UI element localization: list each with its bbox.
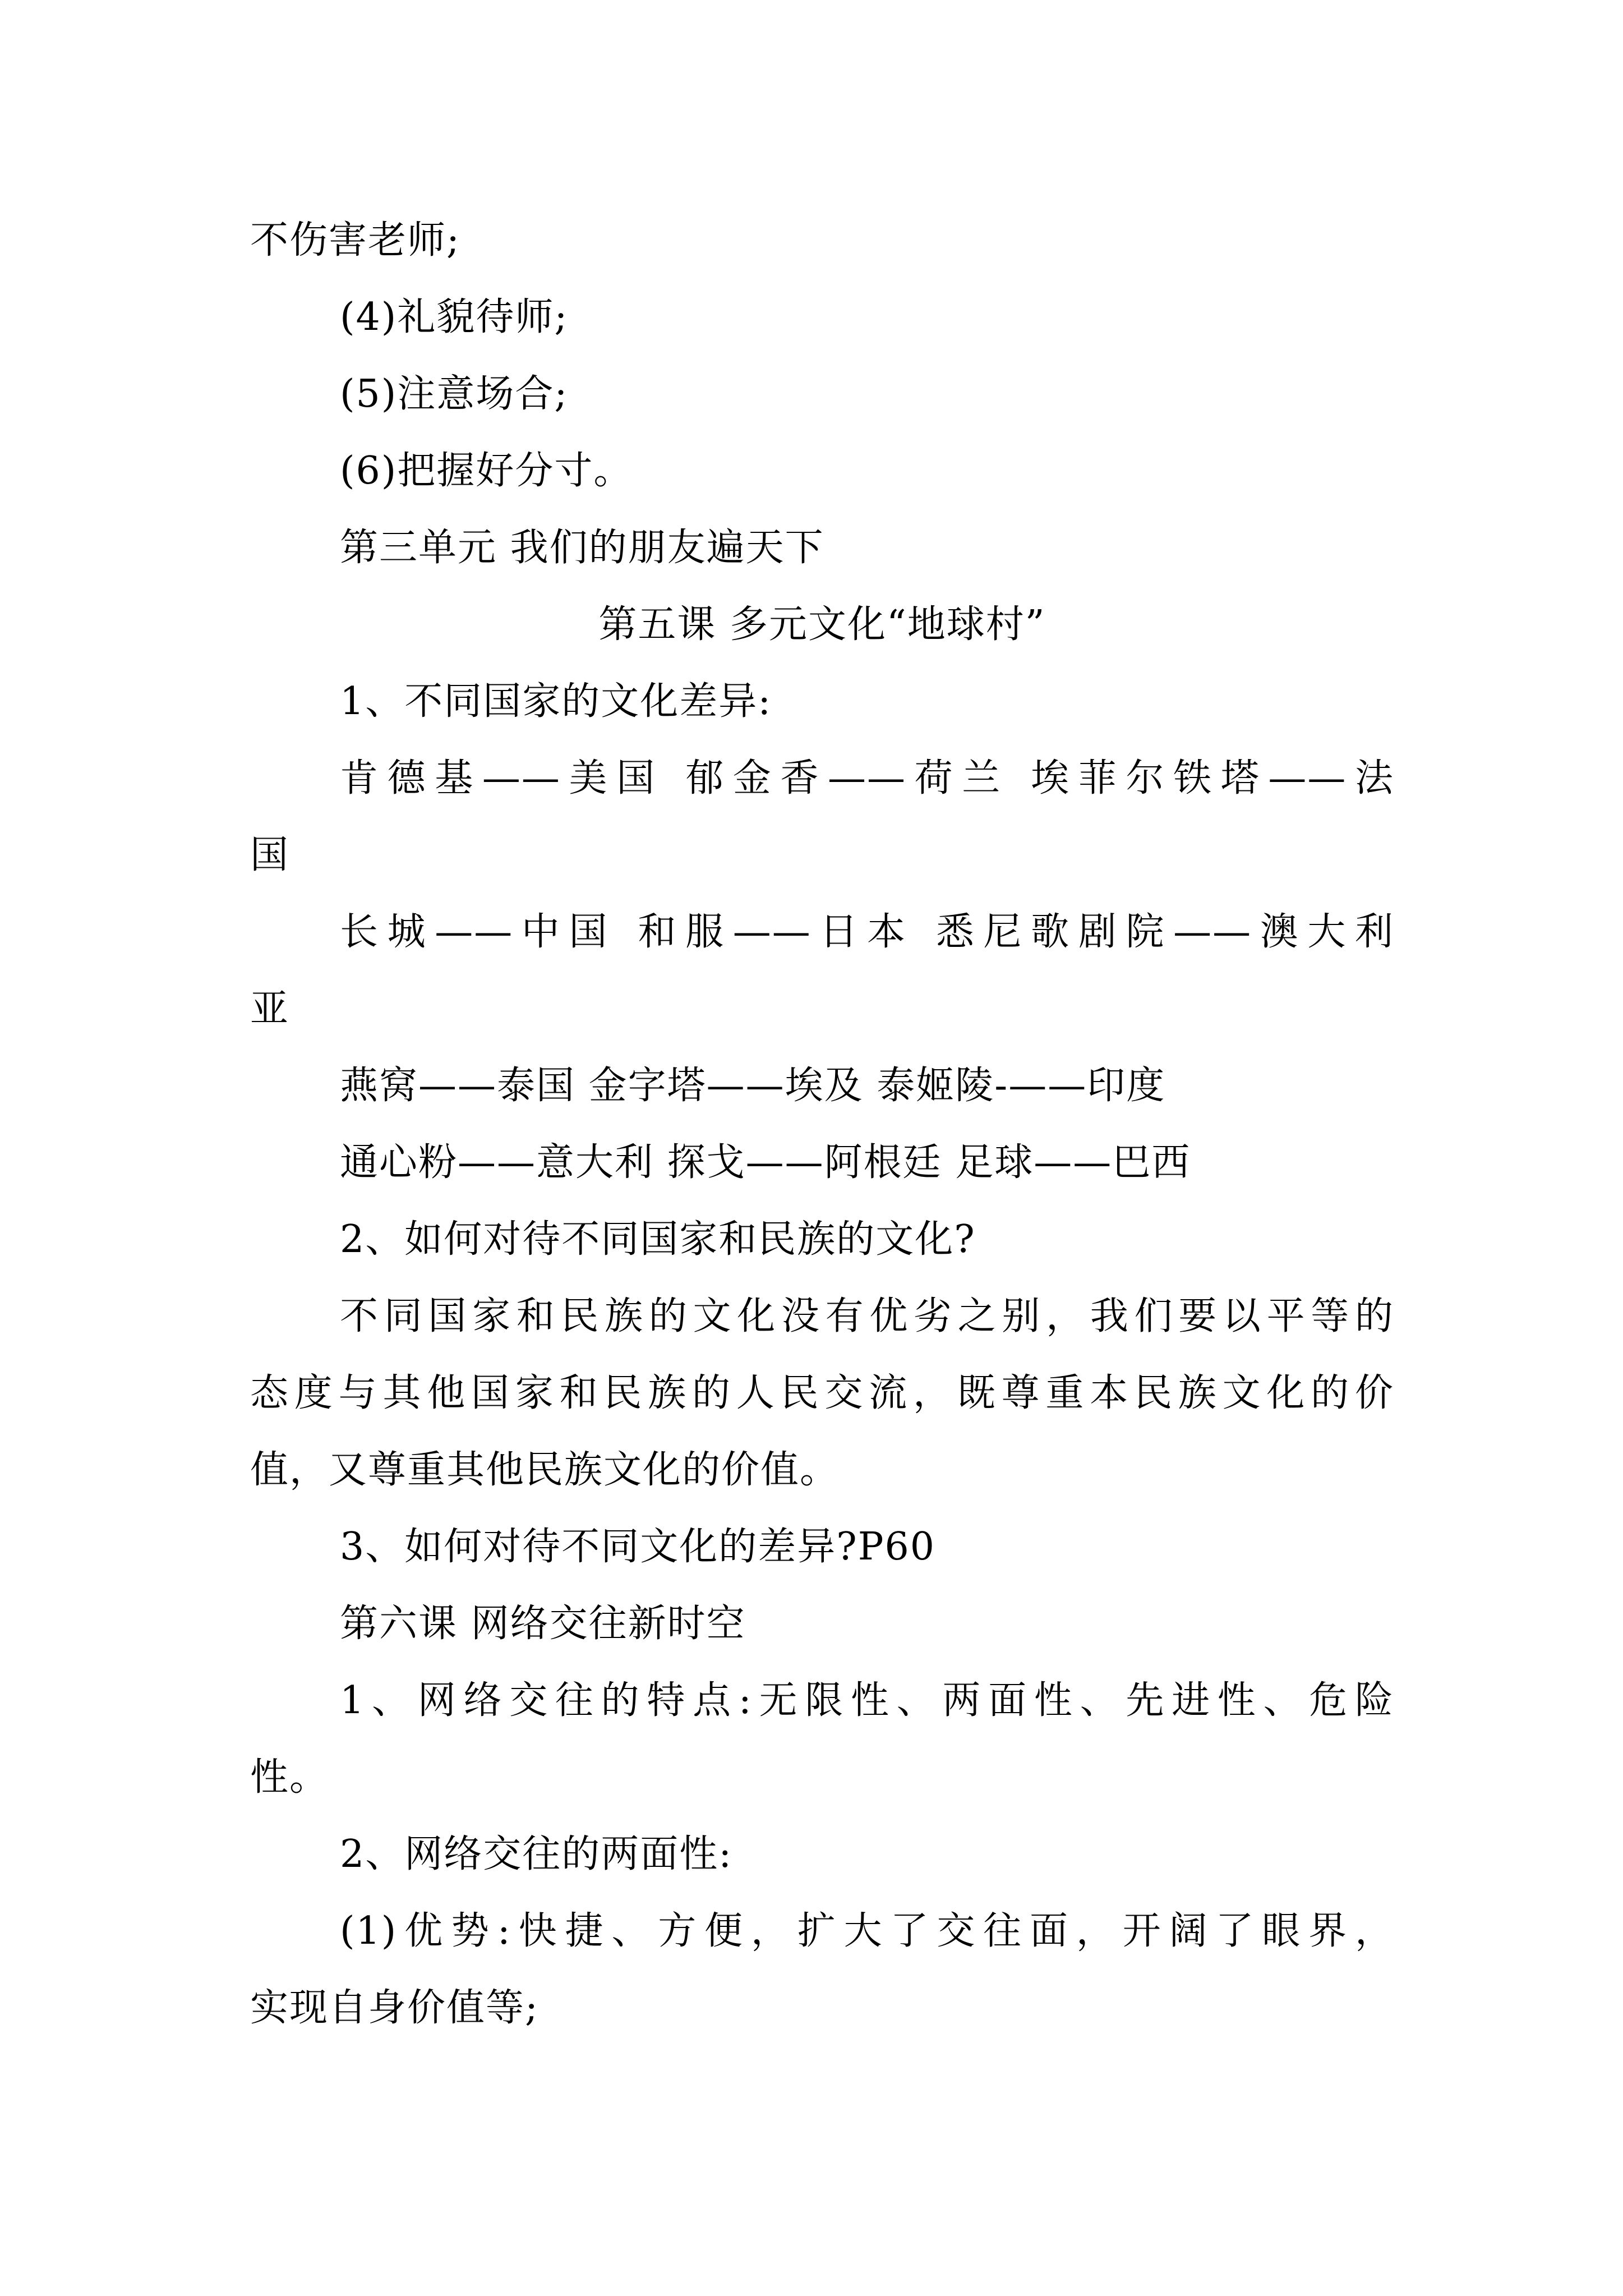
text-line: 燕窝——泰国 金字塔——埃及 泰姬陵-——印度 bbox=[340, 1064, 1166, 1108]
text-line: (5)注意场合; bbox=[340, 372, 569, 416]
text-line: 值，又尊重其他民族文化的价值。 bbox=[250, 1448, 840, 1492]
text-line: 不同国家和民族的文化没有优劣之别，我们要以平等的 bbox=[340, 1294, 1394, 1338]
text-line: 实现自身价值等; bbox=[250, 1986, 539, 2030]
text-line: (4)礼貌待师; bbox=[340, 295, 569, 339]
text-line: (6)把握好分寸。 bbox=[340, 449, 633, 493]
document-page bbox=[250, 202, 1394, 2046]
text-line: 亚 bbox=[250, 987, 290, 1031]
text-line: 态度与其他国家和民族的人民交流，既尊重本民族文化的价 bbox=[250, 1371, 1394, 1415]
lesson-heading: 第六课 网络交往新时空 bbox=[340, 1602, 746, 1646]
text-line: 通心粉——意大利 探戈——阿根廷 足球——巴西 bbox=[340, 1140, 1191, 1185]
text-line: 不伤害老师; bbox=[250, 218, 460, 263]
text-line: 1、网络交往的特点:无限性、两面性、先进性、危险 bbox=[340, 1678, 1394, 1723]
text-line: 国 bbox=[250, 833, 290, 877]
text-line: 长城——中国 和服——日本 悉尼歌剧院——澳大利 bbox=[340, 910, 1394, 954]
text-line: 性。 bbox=[250, 1755, 329, 1800]
text-line: 3、如何对待不同文化的差异?P60 bbox=[340, 1525, 936, 1569]
unit-heading: 第三单元 我们的朋友遍天下 bbox=[340, 526, 824, 570]
text-line: (1)优势:快捷、方便，扩大了交往面，开阔了眼界， bbox=[340, 1909, 1394, 1953]
text-line: 1、不同国家的文化差异: bbox=[340, 679, 772, 724]
text-line: 肯德基——美国 郁金香——荷兰 埃菲尔铁塔——法 bbox=[340, 756, 1394, 800]
text-line: 2、如何对待不同国家和民族的文化? bbox=[340, 1217, 976, 1262]
text-line: 2、网络交往的两面性: bbox=[340, 1832, 733, 1876]
lesson-heading: 第五课 多元文化“地球村” bbox=[598, 602, 1046, 647]
